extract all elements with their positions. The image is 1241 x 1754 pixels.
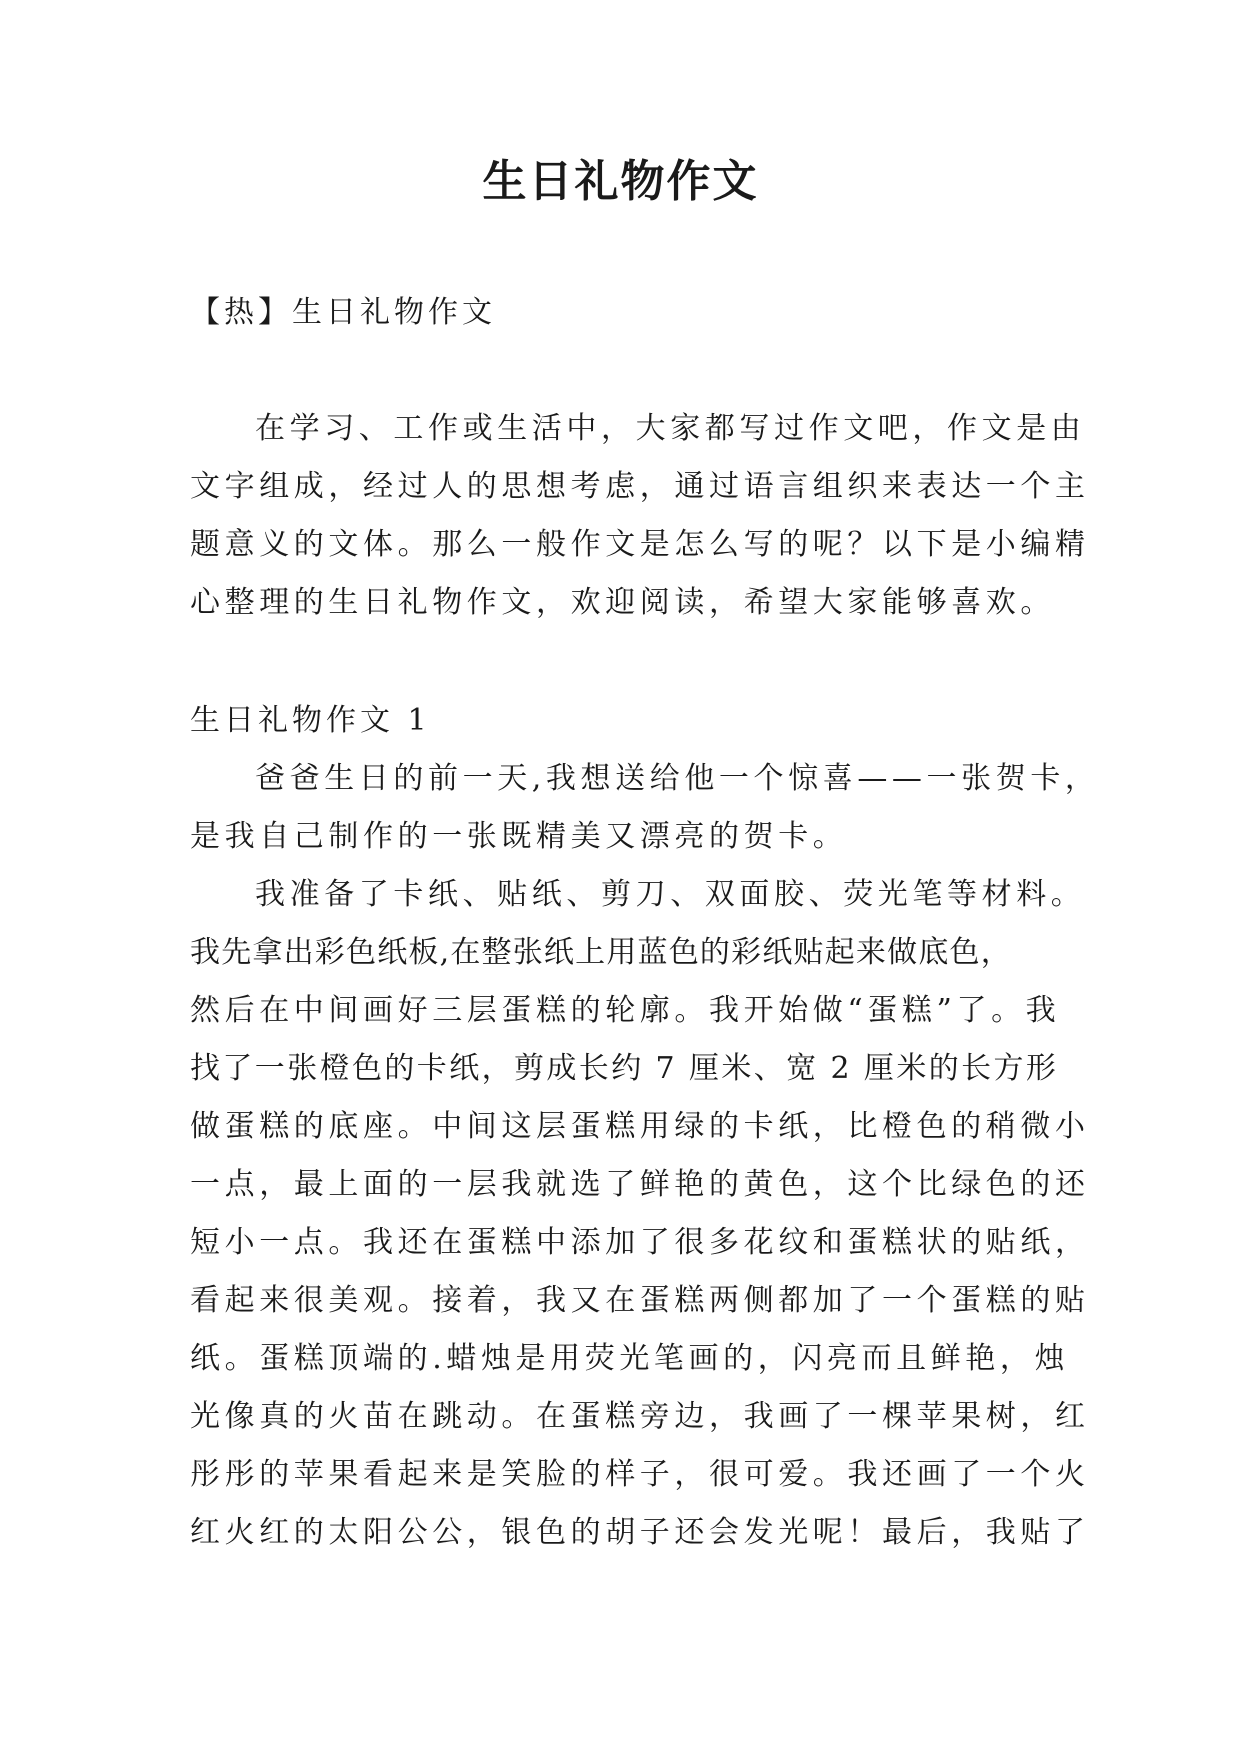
body-line: 纸。蛋糕顶端的.蜡烛是用荧光笔画的，闪亮而且鲜艳，烛 bbox=[190, 1341, 1070, 1376]
intro-line: 心整理的生日礼物作文，欢迎阅读，希望大家能够喜欢。 bbox=[190, 585, 1055, 620]
body-line: 做蛋糕的底座。中间这层蛋糕用绿的卡纸，比橙色的稍微小 bbox=[190, 1109, 1090, 1144]
intro-line: 在学习、工作或生活中，大家都写过作文吧，作文是由 bbox=[255, 411, 1086, 446]
body-line: 爸爸生日的前一天,我想送给他一个惊喜——一张贺卡， bbox=[255, 761, 1100, 796]
body-line: 找了一张橙色的卡纸，剪成长约 7 厘米、宽 2 厘米的长方形 bbox=[190, 1051, 1059, 1086]
body-line: 彤彤的苹果看起来是笑脸的样子，很可爱。我还画了一个火 bbox=[190, 1457, 1090, 1492]
body-line: 然后在中间画好三层蛋糕的轮廓。我开始做“蛋糕”了。我 bbox=[190, 993, 1061, 1028]
body-line: 红火红的太阳公公，银色的胡子还会发光呢！最后，我贴了 bbox=[190, 1515, 1090, 1550]
document-subtitle: 【热】生日礼物作文 bbox=[190, 295, 496, 330]
intro-line: 题意义的文体。那么一般作文是怎么写的呢？以下是小编精 bbox=[190, 527, 1090, 562]
body-line: 看起来很美观。接着，我又在蛋糕两侧都加了一个蛋糕的贴 bbox=[190, 1283, 1090, 1318]
body-line: 我先拿出彩色纸板,在整张纸上用蓝色的彩纸贴起来做底色， bbox=[190, 935, 1012, 970]
section-heading: 生日礼物作文 1 bbox=[190, 703, 431, 738]
document-title: 生日礼物作文 bbox=[482, 156, 759, 207]
body-line: 我准备了卡纸、贴纸、剪刀、双面胶、荧光笔等材料。 bbox=[255, 877, 1086, 912]
body-line: 一点，最上面的一层我就选了鲜艳的黄色，这个比绿色的还 bbox=[190, 1167, 1090, 1202]
body-line: 短小一点。我还在蛋糕中添加了很多花纹和蛋糕状的贴纸， bbox=[190, 1225, 1090, 1260]
intro-line: 文字组成，经过人的思想考虑，通过语言组织来表达一个主 bbox=[190, 469, 1090, 504]
body-line: 是我自己制作的一张既精美又漂亮的贺卡。 bbox=[190, 819, 848, 854]
body-line: 光像真的火苗在跳动。在蛋糕旁边，我画了一棵苹果树，红 bbox=[190, 1399, 1090, 1434]
